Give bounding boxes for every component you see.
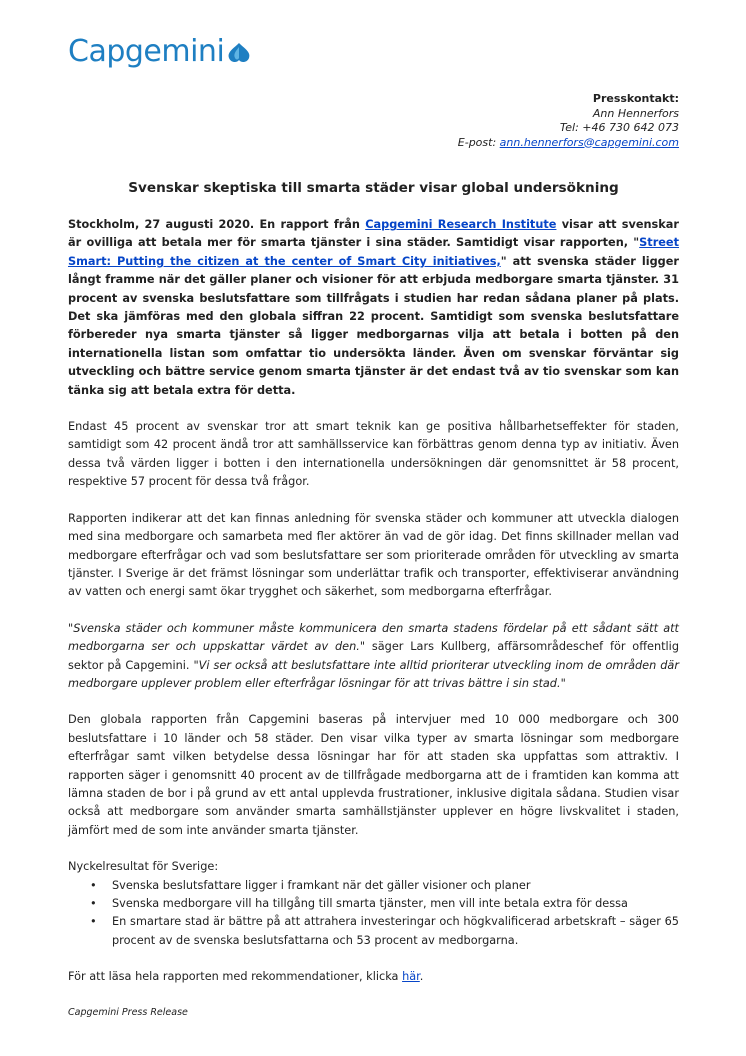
lead-text-2: visar att svenskar är ovilliga att betala mer för smarta tjänster i sina städer. Samtidigt visar rapporten, ": [68, 218, 679, 250]
contact-email-row: [458, 136, 679, 151]
list-item: • Svenska medborgare vill ha tillgång till smarta tjänster, men vill inte betala extra för dessa: [68, 895, 679, 913]
read-report-link[interactable]: här: [402, 970, 420, 984]
report-link[interactable]: Street Smart: Putting the citizen at the center of Smart City initiatives,: [68, 236, 679, 268]
closing-text: För att läsa hela rapporten med rekommendationer, klicka: [68, 970, 403, 984]
quote-paragraph: [68, 620, 679, 694]
paragraph-3: Den globala rapporten från Capgemini baseras på intervjuer med 10 000 medborgare och 300 beslutsfattare i 10 länder och 58 städer. Den visar vilka typer av smarta lösningar som medborgare efterfrågar samt vilken betydelse dessa lösningar har för att staden ska uppfattas som attraktiv. I rapporten säger i genomsnitt 40 procent av de tillfrågade medborgarna att de i framtiden kan komma att lämna staden de bor i på grund av ett antal upplevda frustrationer, inklusive digitala sådana. Studien visar också att medborgare som använder smarta samhällstjänster upplever en högre livskvalitet i staden, jämfört med de som inte använder smarta tjänster.: [68, 713, 679, 837]
quote-attribution: säger Lars Kullberg, affärsområdeschef för offentlig sektor på Capgemini.: [68, 640, 679, 672]
quote-2: "Vi ser också att beslutsfattare inte alltid prioriterar utveckling inom de områden där medborgare upplever problem eller efterfrågar lösningar för att trivas bättre i sin stad.": [68, 658, 679, 690]
paragraph-1: Endast 45 procent av svenskar tror att smart teknik kan ge positiva hållbarhetseffekter för staden, samtidigt som 42 procent ändå tror att samhällsservice kan förbättras genom denna typ av initiativ. Även dessa två värden ligger i botten i den internationella undersökningen där genomsnittet är 58 procent, respektive 57 procent för dessa två frågor.: [68, 420, 679, 489]
contact-phone: Tel: +46 730 642 073: [559, 121, 679, 134]
article-body: [68, 216, 679, 1005]
footer-text: Capgemini Press Release: [68, 1007, 188, 1018]
key-results-heading: Nyckelresultat för Sverige:: [68, 860, 219, 874]
capgemini-logo: [68, 34, 252, 69]
press-contact: [458, 92, 679, 150]
quote-1: "Svenska städer och kommuner måste kommunicera den smarta stadens fördelar på ett sådant sätt att medborgarna ser och uppskattar värdet av den.": [68, 621, 679, 654]
closing-end: .: [419, 970, 424, 984]
closing-paragraph: [68, 968, 679, 986]
logo-wordmark: Capgemini: [68, 34, 225, 69]
paragraph-2: Rapporten indikerar att det kan finnas anledning för svenska städer och kommuner att utveckla dialogen med sina medborgare och samarbeta med fler aktörer än vad de gör idag. Det finns skillnader mellan vad medborgare efterfrågar och vad som beslutsfattare ser som prioriterade områden för utveckling av smarta tjänster. I Sverige är det främst lösningar som underlättar trafik och transporter, effektiviserar användning av vatten och energi samt ökar trygghet och säkerhet, som medborgarna efterfrågar.: [68, 511, 679, 599]
lead-text-3: " att svenska städer ligger långt framme när det gäller planer och visioner för att erbjuda medborgare smarta tjänster. 31 procent av svenska beslutsfattare som tillfrågats i studien har redan sådana planer på plats. Det ska jämföras med den globala siffran 22 procent. Samtidigt som svenska beslutsfattare förbereder nya smarta tjänster så ligger medborgarnas vilja att betala i botten på den internationella listan som omfattar tio undersökta länder. Även om svenskar förväntar sig utveckling och bättre service genom smarta tjänster är det endast två av tio svenskar som kan tänka sig att betala extra för detta.: [68, 254, 679, 397]
lead-text-1: Stockholm, 27 augusti 2020. En rapport från: [68, 218, 366, 231]
contact-email-label: E-post:: [457, 135, 497, 149]
contact-name: Ann Hennerfors: [592, 106, 679, 120]
list-item: • Svenska beslutsfattare ligger i framkant när det gäller visioner och planer: [68, 877, 679, 895]
research-institute-link[interactable]: Capgemini Research Institute: [365, 218, 557, 231]
list-item: • En smartare stad är bättre på att attrahera investeringar och högkvalificerad arbetskraft – säger 65 procent av de svenska beslutsfattarna och 53 procent av medborgarna.: [68, 913, 679, 950]
spade-icon: [226, 42, 252, 66]
lead-paragraph: [68, 216, 679, 400]
key-results-list: [68, 877, 679, 951]
contact-heading: Presskontakt:: [592, 92, 679, 105]
page-title: Svenskar skeptiska till smarta städer visar global undersökning: [128, 180, 619, 196]
contact-email-link[interactable]: ann.hennerfors@capgemini.com: [499, 135, 679, 149]
